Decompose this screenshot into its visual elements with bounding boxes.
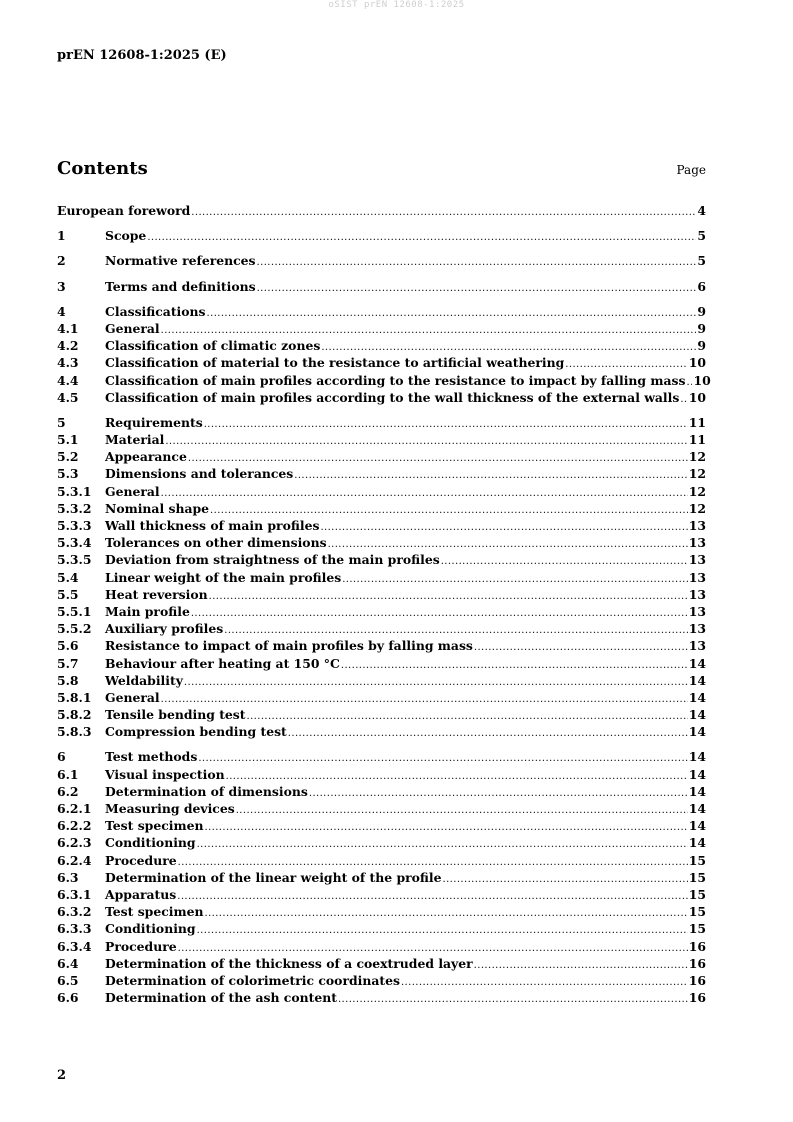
toc-entry-page[interactable]: 13	[688, 621, 706, 637]
toc-entry-title[interactable]: Compression bending test	[105, 724, 287, 740]
toc-entry-page[interactable]: 12	[688, 483, 706, 499]
toc-entry[interactable]	[57, 852, 706, 869]
toc-entry-title[interactable]: Normative references	[105, 253, 256, 269]
toc-dot-leader	[197, 836, 688, 853]
toc-entry[interactable]	[57, 817, 706, 834]
toc-entry-number: 6.3.1	[57, 886, 92, 902]
toc-entry[interactable]	[57, 800, 706, 817]
toc-entry-number: 6.4	[57, 955, 79, 971]
toc-entry-page[interactable]: 15	[688, 921, 706, 937]
toc-entry-page[interactable]: 15	[688, 869, 706, 885]
toc-entry-title[interactable]: Determination of the linear weight of the profile	[105, 869, 442, 885]
toc-entry[interactable]	[57, 414, 706, 431]
toc-entry-title[interactable]: Heat reversion	[105, 586, 208, 602]
toc-entry-number: 6	[57, 749, 66, 765]
toc-entry-title[interactable]: Determination of dimensions	[105, 783, 308, 799]
toc-entry[interactable]	[57, 320, 706, 337]
toc-entry-title[interactable]: Test specimen	[105, 818, 204, 834]
toc-dot-leader	[147, 229, 696, 246]
toc-entry[interactable]	[57, 354, 706, 371]
toc-entry[interactable]	[57, 748, 706, 765]
toc-entry-page[interactable]: 16	[688, 955, 706, 971]
toc-entry[interactable]	[57, 500, 706, 517]
toc-dot-leader	[257, 254, 697, 271]
toc-entry-title[interactable]: Determination of the ash content	[105, 990, 337, 1006]
toc-entry-title[interactable]: Linear weight of the main profiles	[105, 569, 342, 585]
toc-dot-leader	[441, 553, 688, 570]
toc-dot-leader	[177, 888, 688, 905]
toc-entry[interactable]	[57, 706, 706, 723]
toc-entry-number: 6.6	[57, 990, 79, 1006]
toc-entry[interactable]	[57, 517, 706, 534]
toc-entry-page[interactable]: 14	[688, 707, 706, 723]
toc-entry[interactable]	[57, 389, 706, 406]
toc-entry-number: 4.2	[57, 338, 79, 354]
toc-dot-leader	[184, 674, 688, 691]
toc-entry-number: 6.3	[57, 869, 79, 885]
toc-entry[interactable]	[57, 431, 706, 448]
toc-entry-number: 5.3	[57, 466, 79, 482]
toc-entry-title[interactable]: General	[105, 483, 160, 499]
toc-entry[interactable]	[57, 672, 706, 689]
toc-entry-number: 5.2	[57, 449, 79, 465]
toc-entry[interactable]	[57, 202, 706, 219]
toc-entry-number: 3	[57, 278, 66, 294]
toc-dot-leader	[294, 467, 687, 484]
toc-entry-number: 5.3.5	[57, 552, 92, 568]
toc-dot-leader	[236, 802, 688, 819]
toc-entry-number: 5.5.1	[57, 603, 92, 619]
toc-entry-page[interactable]: 14	[688, 655, 706, 671]
toc-entry[interactable]	[57, 372, 711, 389]
toc-entry-title[interactable]: Classification of main profiles according to the resistance to impact by falling mass	[105, 372, 686, 388]
toc-entry[interactable]	[57, 620, 706, 637]
toc-entry-title[interactable]: Determination of the thickness of a coextruded layer	[105, 955, 473, 971]
toc-entry-page[interactable]: 16	[688, 938, 706, 954]
toc-entry-page[interactable]: 14	[688, 818, 706, 834]
toc-dot-leader	[257, 280, 697, 297]
toc-entry-page[interactable]: 9	[697, 303, 706, 319]
toc-entry-number: 5.6	[57, 638, 79, 654]
toc-dot-leader	[204, 416, 688, 433]
toc-dot-leader	[443, 871, 688, 888]
toc-entry-number: 6.3.2	[57, 904, 92, 920]
toc-entry-title[interactable]: Determination of colorimetric coordinates	[105, 972, 400, 988]
toc-entry-page[interactable]: 13	[688, 603, 706, 619]
toc-entry-title[interactable]: Appearance	[105, 449, 187, 465]
toc-dot-leader	[309, 785, 688, 802]
toc-entry-number: 5.3.3	[57, 518, 92, 533]
toc-dot-leader	[204, 819, 687, 836]
toc-entry-number: 4.3	[57, 355, 79, 371]
toc-entry-page[interactable]: 12	[688, 449, 706, 465]
toc-entry-page[interactable]: 11	[688, 414, 706, 430]
toc-entry[interactable]	[57, 534, 706, 551]
watermark: oSIST prEN 12608-1:2025	[328, 0, 465, 10]
toc-entry-number: 6.1	[57, 766, 79, 782]
toc-entry-page[interactable]: 9	[697, 320, 706, 336]
toc-entry-title[interactable]: Classification of main profiles according to the wall thickness of the external walls	[105, 389, 680, 405]
toc-entry[interactable]	[57, 938, 706, 955]
toc-dot-leader	[341, 657, 688, 674]
toc-entry-page[interactable]: 14	[688, 749, 706, 765]
toc-entry-title[interactable]: Scope	[105, 228, 147, 244]
toc-entry[interactable]	[57, 303, 706, 320]
toc-entry-title[interactable]: Test methods	[105, 749, 198, 765]
toc-entry[interactable]	[57, 448, 706, 465]
toc-dot-leader	[680, 391, 687, 408]
toc-entry-number: 4.1	[57, 320, 79, 336]
toc-dot-leader	[474, 957, 688, 974]
toc-entry[interactable]	[57, 955, 706, 972]
table-of-contents	[57, 202, 711, 1006]
toc-entry-page[interactable]: 15	[688, 852, 706, 868]
toc-entry-title[interactable]: Classification of material to the resistance to artificial weathering	[105, 355, 565, 371]
toc-entry[interactable]	[57, 766, 706, 783]
toc-entry[interactable]	[57, 551, 706, 568]
toc-entry-number: 6.2.2	[57, 818, 92, 834]
toc-entry-number: 6.3.4	[57, 938, 92, 954]
toc-dot-leader	[207, 305, 697, 322]
toc-entry[interactable]	[57, 920, 706, 937]
toc-entry-title[interactable]: Tensile bending test	[105, 707, 246, 723]
toc-entry-page[interactable]: 15	[688, 886, 706, 902]
toc-entry-title[interactable]: Visual inspection	[105, 766, 225, 782]
toc-entry-number: 6.5	[57, 972, 79, 988]
toc-entry[interactable]	[57, 586, 706, 603]
toc-entry[interactable]	[57, 465, 706, 482]
toc-dot-leader	[474, 639, 688, 656]
toc-entry[interactable]	[57, 834, 706, 851]
toc-entry-title[interactable]: Apparatus	[105, 886, 177, 902]
toc-entry[interactable]	[57, 227, 706, 244]
toc-entry-title[interactable]: Conditioning	[105, 835, 196, 851]
toc-entry-title[interactable]: Dimensions and tolerances	[105, 466, 294, 482]
toc-dot-leader	[161, 485, 688, 502]
toc-entry-title[interactable]: Wall thickness of main profiles	[105, 518, 320, 533]
toc-entry-number: 5.5	[57, 586, 79, 602]
toc-entry[interactable]	[57, 569, 706, 586]
toc-entry-title[interactable]: Nominal shape	[105, 500, 210, 516]
toc-entry-title[interactable]: Tolerances on other dimensions	[105, 535, 327, 551]
toc-entry-title[interactable]: Measuring devices	[105, 801, 235, 816]
toc-dot-leader	[342, 571, 688, 588]
toc-entry-page[interactable]: 14	[688, 801, 706, 816]
toc-entry[interactable]	[57, 603, 706, 620]
toc-entry-page[interactable]: 14	[688, 835, 706, 851]
document-id: prEN 12608-1:2025 (E)	[57, 48, 227, 63]
toc-entry-page[interactable]: 13	[688, 518, 706, 533]
toc-entry[interactable]	[57, 723, 706, 740]
toc-dot-leader	[191, 605, 688, 622]
toc-entry-page[interactable]: 14	[688, 672, 706, 688]
toc-entry[interactable]	[57, 903, 706, 920]
toc-entry-number: 6.2.1	[57, 801, 92, 816]
toc-entry-page[interactable]: 12	[688, 466, 706, 482]
toc-dot-leader	[288, 725, 688, 742]
toc-entry[interactable]	[57, 989, 706, 1006]
toc-entry[interactable]	[57, 483, 706, 500]
toc-entry-title[interactable]: Test specimen	[105, 904, 204, 920]
toc-entry[interactable]	[57, 337, 706, 354]
toc-entry-title[interactable]: Deviation from straightness of the main profiles	[105, 552, 440, 568]
toc-dot-leader	[320, 519, 687, 536]
toc-entry-number: 6.2	[57, 783, 79, 799]
toc-entry-number: 1	[57, 228, 66, 244]
toc-dot-leader	[197, 922, 688, 939]
toc-dot-leader	[191, 204, 696, 221]
toc-entry-title[interactable]: Auxiliary profiles	[105, 621, 224, 637]
toc-entry-page[interactable]: 5	[697, 228, 706, 244]
toc-dot-leader	[338, 991, 688, 1008]
page-number: 2	[57, 1068, 67, 1083]
toc-dot-leader	[247, 708, 688, 725]
toc-entry-page[interactable]: 14	[688, 783, 706, 799]
toc-entry-title[interactable]: Terms and definitions	[105, 278, 256, 294]
toc-entry-title[interactable]: Classifications	[105, 303, 206, 319]
toc-entry-page[interactable]: 16	[688, 972, 706, 988]
toc-dot-leader	[209, 588, 688, 605]
toc-entry-number: 5.3.1	[57, 483, 92, 499]
toc-entry[interactable]	[57, 972, 706, 989]
toc-entry-number: 5.7	[57, 655, 79, 671]
toc-entry-title[interactable]: Conditioning	[105, 921, 196, 937]
toc-entry-title[interactable]: Weldability	[105, 672, 183, 688]
toc-entry-title[interactable]: Procedure	[105, 938, 177, 954]
toc-dot-leader	[198, 750, 687, 767]
contents-heading: Contents	[57, 158, 148, 179]
toc-entry-page[interactable]: 13	[688, 569, 706, 585]
toc-entry[interactable]	[57, 278, 706, 295]
toc-entry-page[interactable]: 14	[688, 724, 706, 740]
toc-entry[interactable]	[57, 886, 706, 903]
toc-entry-number: 4.4	[57, 372, 79, 388]
toc-entry[interactable]	[57, 655, 706, 672]
toc-entry-title[interactable]: Procedure	[105, 852, 177, 868]
toc-dot-leader	[401, 974, 688, 991]
toc-dot-leader	[165, 433, 687, 450]
toc-entry-page[interactable]: 12	[688, 500, 706, 516]
toc-entry-page[interactable]: 13	[688, 586, 706, 602]
toc-entry-number: 6.3.3	[57, 921, 92, 937]
toc-entry[interactable]	[57, 689, 706, 706]
toc-entry-number: 5.4	[57, 569, 79, 585]
toc-entry-title[interactable]: Main profile	[105, 603, 190, 619]
toc-entry-title[interactable]: European foreword	[57, 203, 191, 218]
toc-entry-title[interactable]: Requirements	[105, 414, 203, 430]
toc-entry-page[interactable]: 11	[688, 432, 706, 448]
toc-entry-page[interactable]: 10	[688, 389, 706, 405]
toc-entry-number: 4.5	[57, 389, 79, 405]
toc-entry-title[interactable]: General	[105, 689, 160, 705]
toc-entry[interactable]	[57, 783, 706, 800]
toc-entry-page[interactable]: 10	[693, 372, 711, 388]
toc-entry-title[interactable]: Resistance to impact of main profiles by falling mass	[105, 638, 473, 654]
toc-entry[interactable]	[57, 252, 706, 269]
toc-entry-number: 5.5.2	[57, 621, 92, 637]
toc-entry-number: 5.8.3	[57, 724, 92, 740]
toc-entry-number: 4	[57, 303, 66, 319]
toc-entry[interactable]	[57, 869, 706, 886]
toc-entry-page[interactable]: 4	[697, 203, 706, 218]
page-column-label: Page	[676, 163, 706, 177]
toc-entry[interactable]	[57, 637, 706, 654]
toc-entry-number: 5.3.4	[57, 535, 92, 551]
toc-entry-page[interactable]: 13	[688, 638, 706, 654]
toc-entry-number: 5.8.1	[57, 689, 92, 705]
toc-entry-title[interactable]: Material	[105, 432, 165, 448]
toc-entry-number: 5.8.2	[57, 707, 92, 723]
toc-entry-title[interactable]: Classification of climatic zones	[105, 338, 321, 354]
toc-entry-page[interactable]: 13	[688, 535, 706, 551]
toc-entry-number: 5.3.2	[57, 500, 92, 516]
toc-entry-title[interactable]: Behaviour after heating at 150 °C	[105, 655, 340, 671]
toc-entry-page[interactable]: 14	[688, 689, 706, 705]
toc-entry-page[interactable]: 6	[697, 278, 706, 294]
toc-entry-page[interactable]: 5	[697, 253, 706, 269]
toc-entry-number: 5	[57, 414, 66, 430]
toc-entry-number: 5.8	[57, 672, 79, 688]
toc-entry-page[interactable]: 13	[688, 552, 706, 568]
toc-entry-number: 6.2.4	[57, 852, 92, 868]
toc-entry-page[interactable]: 14	[688, 766, 706, 782]
toc-dot-leader	[204, 905, 687, 922]
toc-entry-page[interactable]: 15	[688, 904, 706, 920]
toc-entry-title[interactable]: General	[105, 320, 160, 336]
toc-entry-page[interactable]: 10	[688, 355, 706, 371]
toc-entry-number: 2	[57, 253, 66, 269]
toc-entry-number: 6.2.3	[57, 835, 92, 851]
toc-entry-page[interactable]: 16	[688, 990, 706, 1006]
toc-entry-number: 5.1	[57, 432, 79, 448]
toc-entry-page[interactable]: 9	[697, 338, 706, 354]
